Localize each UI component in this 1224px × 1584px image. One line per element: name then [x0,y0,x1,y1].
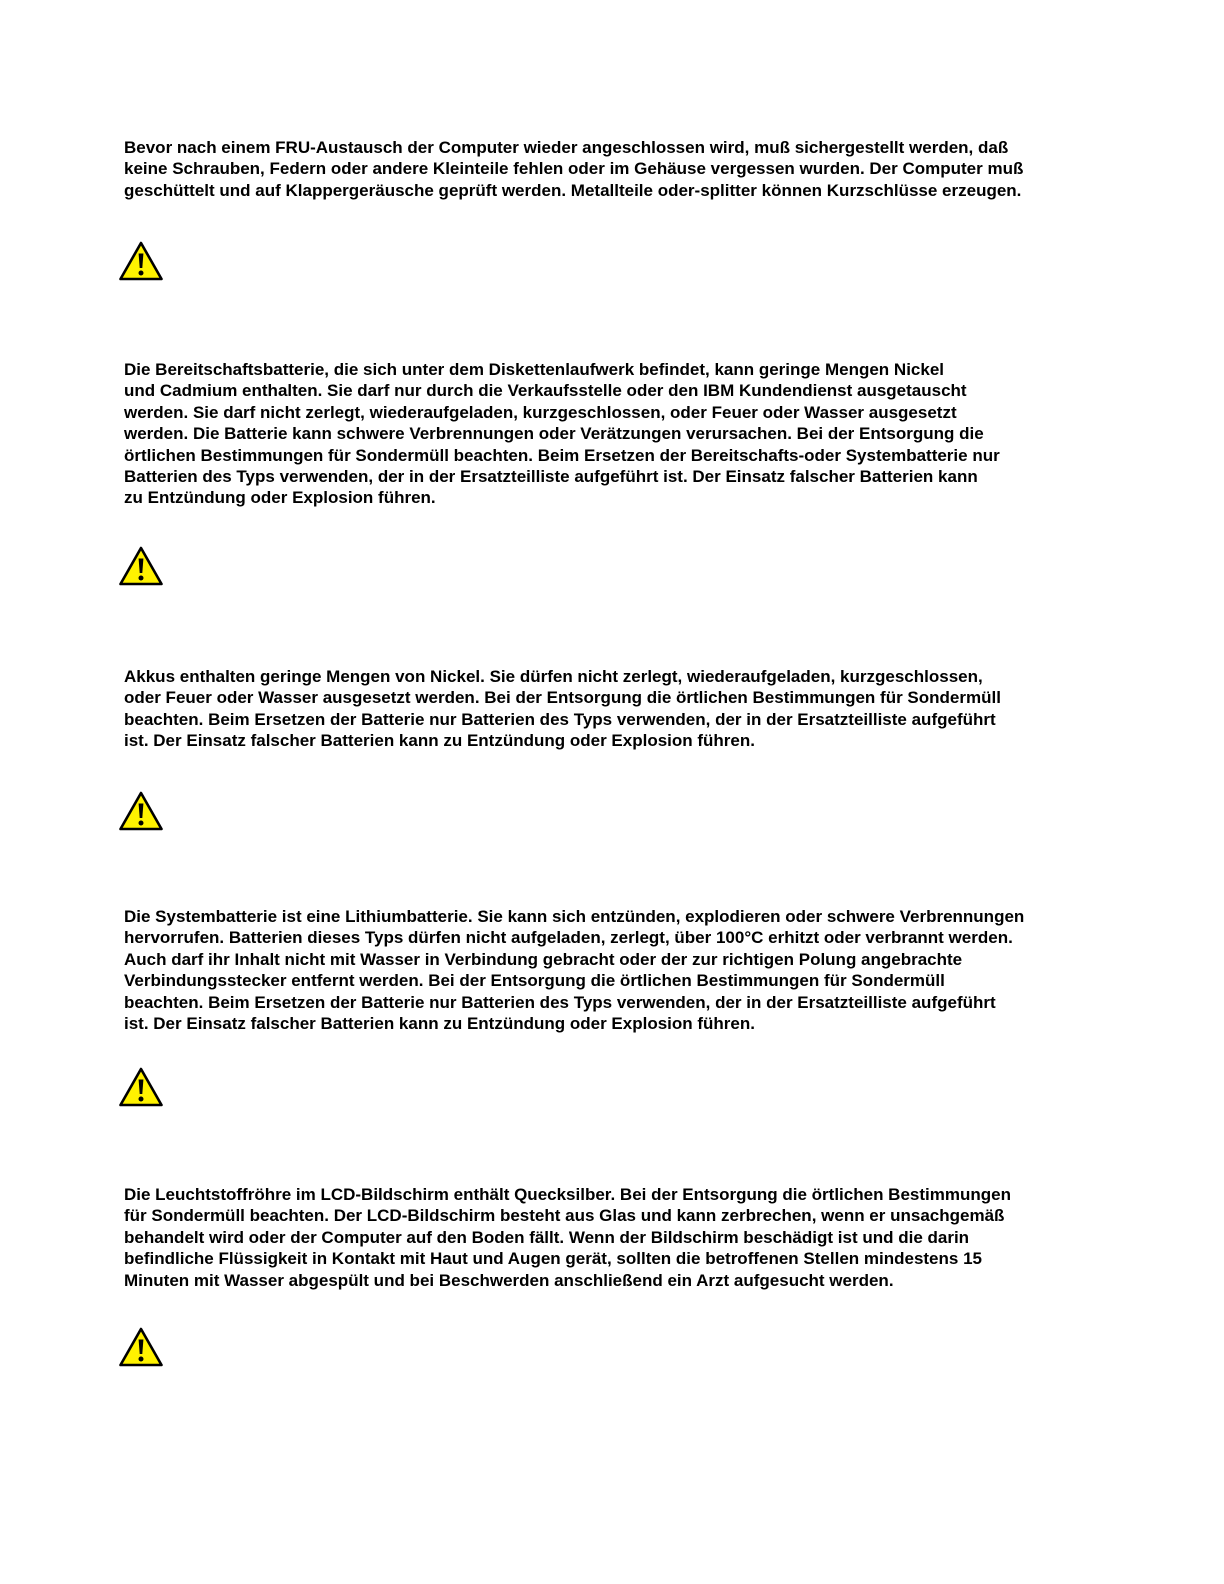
paragraph-rechargeable-batteries: Akkus enthalten geringe Mengen von Nickel. Sie dürfen nicht zerlegt, wiederaufgeladen, kurzgeschlossen, oder Feuer oder Wasser ausgesetzt werden. Bei der Entsorgung die örtlichen Bestimmungen für Sondermüll beachten. Beim Ersetzen der Batterie nur Batterien des Typs verwenden, der in der Ersatzteilliste aufgeführt ist. Der Einsatz falscher Batterien kann zu Entzündung oder Explosion führen. [124,667,1001,751]
caution-icon [118,240,164,282]
caution-icon [118,1326,164,1368]
caution-icon [118,1066,164,1108]
paragraph-fru-replacement: Bevor nach einem FRU-Austausch der Computer wieder angeschlossen wird, muß sichergestellt werden, daß keine Schrauben, Federn oder andere Kleinteile fehlen oder im Gehäuse vergessen wurden. Der Computer muß geschüttelt und auf Klappergeräusche geprüft werden. Metallteile oder-splitter können Kurzschlüsse erzeugen. [124,138,1024,200]
caution-icon [118,790,164,832]
paragraph-standby-battery: Die Bereitschaftsbatterie, die sich unter dem Diskettenlaufwerk befindet, kann geringe Mengen Nickel und Cadmium enthalten. Sie darf nur durch die Verkaufsstelle oder den IBM Kundendienst ausgetauscht werden. Sie darf nicht zerlegt, wiederaufgeladen, kurzgeschlossen, oder Feuer oder Wasser ausgesetzt werden. Die Batterie kann schwere Verbrennungen oder Verätzungen verursachen. Bei der Entsorgung die örtlichen Bestimmungen für Sondermüll beachten. Beim Ersetzen der Bereitschafts-oder Systembatterie nur Batterien des Typs verwenden, der in der Ersatzteilliste aufgeführt ist. Der Einsatz falscher Batterien kann zu Entzündung oder Explosion führen. [124,360,1000,508]
caution-icon [118,545,164,587]
paragraph-lithium-battery: Die Systembatterie ist eine Lithiumbatterie. Sie kann sich entzünden, explodieren oder schwere Verbrennungen hervorrufen. Batterien dieses Typs dürfen nicht aufgeladen, zerlegt, über 100°C erhitzt oder verbrannt werden. Auch darf ihr Inhalt nicht mit Wasser in Verbindung gebracht oder der zur richtigen Polung angebrachte Verbindungsstecker entfernt werden. Bei der Entsorgung die örtlichen Bestimmungen für Sondermüll beachten. Beim Ersetzen der Batterie nur Batterien des Typs verwenden, der in der Ersatzteilliste aufgeführt ist. Der Einsatz falscher Batterien kann zu Entzündung oder Explosion führen. [124,907,1025,1034]
paragraph-lcd-mercury: Die Leuchtstoffröhre im LCD-Bildschirm enthält Quecksilber. Bei der Entsorgung die örtlichen Bestimmungen für Sondermüll beachten. Der LCD-Bildschirm besteht aus Glas und kann zerbrechen, wenn er unsachgemäß behandelt wird oder der Computer auf den Boden fällt. Wenn der Bildschirm beschädigt ist und die darin befindliche Flüssigkeit in Kontakt mit Haut und Augen gerät, sollten die betroffenen Stellen mindestens 15 Minuten mit Wasser abgespült und bei Beschwerden anschließend ein Arzt aufgesucht werden. [124,1185,1011,1290]
